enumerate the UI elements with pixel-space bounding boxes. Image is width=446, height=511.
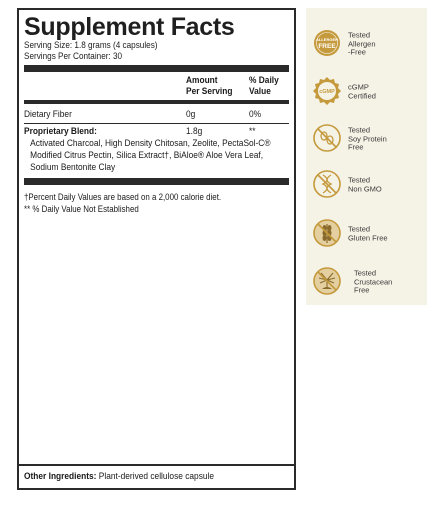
gluten-free-icon [312, 218, 342, 248]
non-gmo-icon [312, 169, 342, 199]
soy-free-icon [312, 123, 342, 153]
facts-title: Supplement Facts [24, 13, 235, 41]
other-ingredients [19, 464, 294, 488]
nutrient-row [24, 106, 289, 123]
divider-thick [24, 65, 289, 72]
nutrient-amount: 0g [186, 109, 196, 120]
allergen-free-icon [312, 28, 342, 58]
divider-medium [24, 100, 289, 104]
badge-gluten-free [306, 214, 427, 254]
blend-ingredients [24, 138, 297, 174]
badge-cgmp [306, 72, 427, 112]
blend-line: Modified Citrus Pectin, Silica Extract†, BiAloe® Aloe Vera Leaf, [30, 150, 264, 161]
svg-text:FREE: FREE [318, 43, 336, 50]
nutrient-amount: 1.8g [186, 126, 203, 137]
amount-header: Amount Per Serving [186, 75, 233, 97]
badge-label: cGMP Certified [348, 82, 376, 100]
badge-label: Tested Allergen -Free [348, 30, 376, 57]
svg-text:cGMP: cGMP [319, 89, 335, 95]
other-ingredients-value: Plant-derived cellulose capsule [96, 471, 215, 482]
blend-line: Sodium Bentonite Clay [30, 162, 116, 173]
supplement-facts-panel [17, 8, 296, 490]
footnote-not-established: ** % Daily Value Not Established [24, 204, 139, 214]
nutrient-label: Proprietary Blend: [24, 126, 97, 137]
certification-badges [306, 8, 427, 305]
badge-label: Tested Non GMO [348, 175, 382, 193]
badge-label: Tested Soy Protein Free [348, 125, 387, 152]
divider-thick [24, 178, 289, 185]
footnote-daily-value: †Percent Daily Values are based on a 2,000 calorie diet. [24, 192, 222, 202]
column-headers [24, 74, 289, 99]
badge-soy-free [306, 119, 427, 159]
cgmp-icon [312, 76, 342, 106]
nutrient-dv: 0% [249, 109, 262, 120]
nutrient-row [24, 124, 289, 138]
badge-label: Tested Gluten Free [348, 224, 388, 242]
badge-non-gmo [306, 165, 427, 205]
badge-allergen-free [306, 24, 427, 64]
serving-size: Serving Size: 1.8 grams (4 capsules) [24, 40, 158, 51]
daily-value-header: % Daily Value [249, 75, 279, 97]
servings-per-container: Servings Per Container: 30 [24, 51, 123, 62]
nutrient-dv: ** [249, 126, 256, 137]
badge-label: Tested Crustacean Free [354, 268, 393, 295]
blend-line: Activated Charcoal, High Density Chitosan, Zeolite, PectaSol-C® [30, 138, 271, 149]
other-ingredients-label: Other Ingredients: [24, 471, 97, 482]
crustacean-free-icon [312, 266, 342, 296]
svg-text:ALLERGEN: ALLERGEN [316, 37, 338, 42]
nutrient-label: Dietary Fiber [24, 109, 72, 120]
badge-crustacean-free [306, 262, 427, 302]
